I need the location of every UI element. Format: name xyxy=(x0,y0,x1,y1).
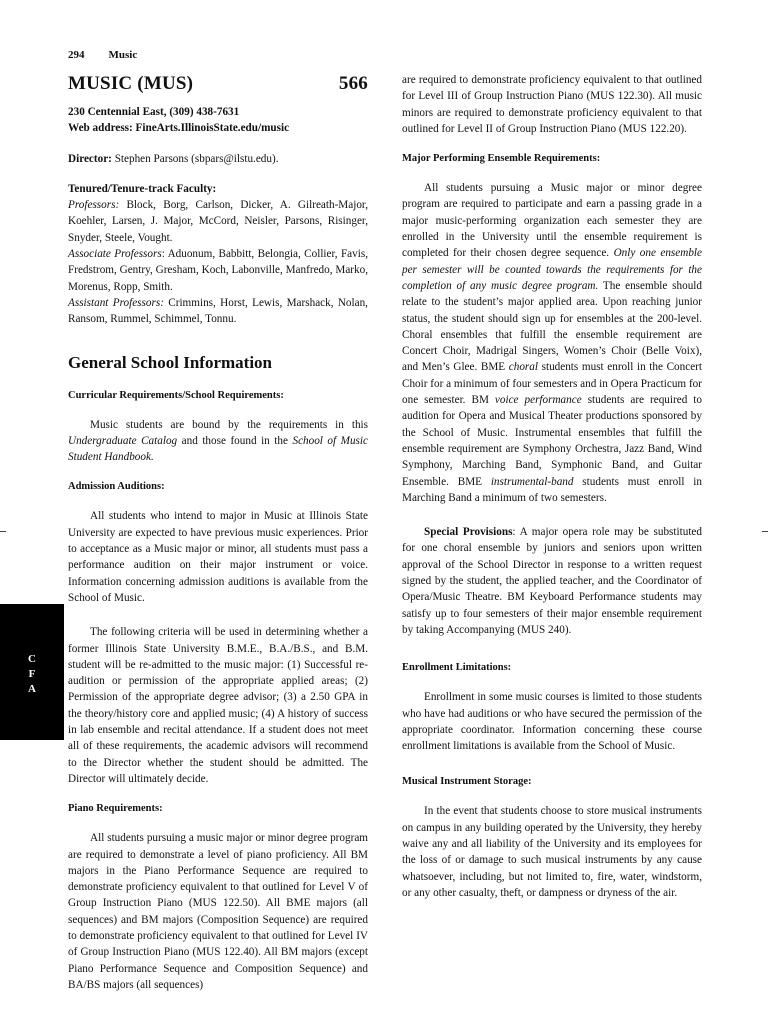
storage-heading: Musical Instrument Storage: xyxy=(402,776,532,788)
professors-label: Professors: xyxy=(68,199,120,212)
ensemble-italic-4: instrumental-band xyxy=(490,475,574,488)
curricular-heading: Curricular Requirements/School Requirements: xyxy=(68,389,284,401)
department-title xyxy=(68,72,368,96)
ensemble-paragraph xyxy=(402,180,702,506)
storage-paragraph: In the event that students choose to store musical instruments on campus in any building operated by the University, they hereby waive any and all liability of the University and its employees for the loss of or damage to such musical instruments by any cause whatsoever, including, but not limited to, fire, water, windstorm, or any other casualty, theft, or dampness or dryness of the air. xyxy=(402,805,702,899)
left-column xyxy=(68,72,368,993)
director-value: Stephen Parsons (sbpars@ilstu.edu). xyxy=(111,152,279,165)
ensemble-text-3: students must enroll in the Concert Choir for a minimum of four semesters and in Opera Practicum for one semester. BM xyxy=(402,361,703,407)
director-label: Director: xyxy=(68,152,112,165)
admission-paragraph-2: The following criteria will be used in determining whether a former Illinois State University B.M.E., B.A./B.S., and B.M. student will be re-admitted to the music major: (1) Successful re-audition or permission of the appropriate applied areas; (2) Permission of the appropriate degree advisor; (3) a 2.50 GPA in the theory/history core and applied music; (4) A history of success in lab ensemble and recital attendance. If a student does not meet all of these requirements, the academic advisors will recommend to the Director whether the student should be admitted. The Director will ultimately decide. xyxy=(68,626,368,785)
ensemble-text-5: students must enroll in Marching Band a minimum of two semesters. xyxy=(402,475,702,504)
curricular-text-1: Music students are bound by the requirements in this xyxy=(90,418,368,431)
piano-paragraph-continued: are required to demonstrate proficiency equivalent to that outlined for Level III of Group Instruction Piano (MUS 122.30). All music minors are required to demonstrate proficiency equivalent to that outlined for Level II of Group Instruction Piano (MUS 122.20). xyxy=(402,74,702,135)
running-header xyxy=(68,49,137,61)
ensemble-text-4: students are required to audition for Opera and Musical Theater productions sponsored by the School of Music. Instrumental ensembles that fulfill the ensemble requirement are Symphony Orchestra, Jazz Band, Wind Symphony, Marching Band, Symphonic Band, and Guitar Ensemble. BME xyxy=(402,394,703,488)
director-line xyxy=(68,151,368,167)
enrollment-heading: Enrollment Limitations: xyxy=(402,662,512,674)
special-provisions-text: : A major opera role may be substituted for one choral ensemble by juniors and seniors upon written approval of the School Director in response to a written request signed by the student, the applied teacher, and the Coordinator of Opera/Music Theatre. BM Keyboard Performance students may satisfy up to four semesters of their major ensemble requirement by taking Accompanying (MUS 240). xyxy=(402,526,702,636)
side-tab-letter-3: A xyxy=(28,683,36,695)
ensemble-italic-1: Only one ensemble per semester will be counted towards the requirements for the completion of any music degree program. xyxy=(402,247,703,292)
ensemble-text-2: The ensemble should relate to the student’s major applied area. Upon reaching junior status, the student should sign up for ensembles at the 200-level. Choral ensembles that fulfill the ensemble requirement are Concert Choir, Madrigal Singers, Women’s Choir (Belle Voix), and Men’s Glee. BME xyxy=(402,279,703,374)
running-section: Music xyxy=(108,49,138,61)
page-number: 294 xyxy=(68,49,85,61)
department-address: 230 Centennial East, (309) 438-7631 xyxy=(68,106,240,118)
department-name: MUSIC (MUS) xyxy=(68,73,194,94)
department-code: 566 xyxy=(338,73,368,94)
crop-mark-left xyxy=(0,531,6,532)
associate-professors-list xyxy=(68,246,368,295)
curricular-paragraph xyxy=(68,417,368,466)
associate-label: Associate Professors xyxy=(68,248,162,261)
assistant-label: Assistant Professors: xyxy=(68,296,164,309)
associate-names: : Aduonum, Babbitt, Belongia, Collier, Favis, Fredstrom, Gentry, Gresham, Koch, Labonville, Manfredo, Marko, Morenus, Ropp, Smith. xyxy=(68,248,368,293)
professors-list xyxy=(68,197,368,246)
admission-heading: Admission Auditions: xyxy=(68,481,165,493)
ensemble-text-1: All students pursuing a Music major or minor degree program are required to participate and earn a passing grade in a major music-performing organization each semester they are enrolled in the University until the ensemble requirement is completed for their chosen degree sequence. xyxy=(402,182,702,260)
special-provisions-label: Special Provisions xyxy=(424,526,513,539)
general-info-heading: General School Information xyxy=(68,352,272,372)
faculty-heading: Tenured/Tenure-track Faculty: xyxy=(68,182,217,195)
enrollment-paragraph: Enrollment in some music courses is limited to those students who have had auditions or who have secured the permission of the appropriate coordinator. Information concerning these course enrollment limitations is available from the School of Music. xyxy=(402,691,702,753)
professors-names: Block, Borg, Carlson, Dicker, A. Gilreath-Major, Koehler, Larsen, J. Major, McCord, Neisler, Parsons, Risinger, Snyder, Steele, Vought. xyxy=(68,199,368,244)
crop-mark-right xyxy=(762,531,768,532)
side-tab-letter-1: C xyxy=(28,653,36,665)
department-web-address: Web address: FineArts.IllinoisState.edu/music xyxy=(68,122,290,135)
handbook-title: School of Music Student Handbook. xyxy=(68,434,368,464)
college-side-tab xyxy=(0,604,64,740)
assistant-professors-list xyxy=(68,295,368,328)
piano-paragraph: All students pursuing a music major or minor degree program are required to demonstrate a level of piano proficiency. All BM majors in the Piano Performance Sequence are required to demonstrate proficiency equivalent to that outlined for Level V of Group Instruction Piano (MUS 122.50). All BME majors (all sequences) and BM majors (Composition Sequence) are required to demonstrate proficiency equivalent to that outlined for Level IV of Group Instruction Piano (MUS 122.40). All BM majors (except Piano Performance Sequence and Composition Sequence) and BA/BS majors (all sequences) xyxy=(68,832,368,991)
side-tab-letter-2: F xyxy=(28,668,36,680)
piano-heading: Piano Requirements: xyxy=(68,803,163,815)
assistant-names: Crimmins, Horst, Lewis, Marshack, Nolan, Ransom, Rummel, Schimmel, Tonnu. xyxy=(68,296,368,326)
ensemble-heading: Major Performing Ensemble Requirements: xyxy=(402,153,601,165)
admission-paragraph-1: All students who intend to major in Music at Illinois State University are expected to have previous music experiences. Prior to acceptance as a Music major or minor, all students must pass a performance audition on their major instrument or voice. Information concerning admission auditions is available from the School of Music. xyxy=(68,510,368,604)
catalog-title: Undergraduate Catalog xyxy=(68,434,178,447)
special-provisions-paragraph xyxy=(402,524,702,638)
ensemble-italic-2: choral xyxy=(508,361,538,374)
ensemble-italic-3: voice performance xyxy=(494,394,582,407)
right-column xyxy=(402,72,702,901)
curricular-text-2: and those found in the xyxy=(177,434,293,447)
